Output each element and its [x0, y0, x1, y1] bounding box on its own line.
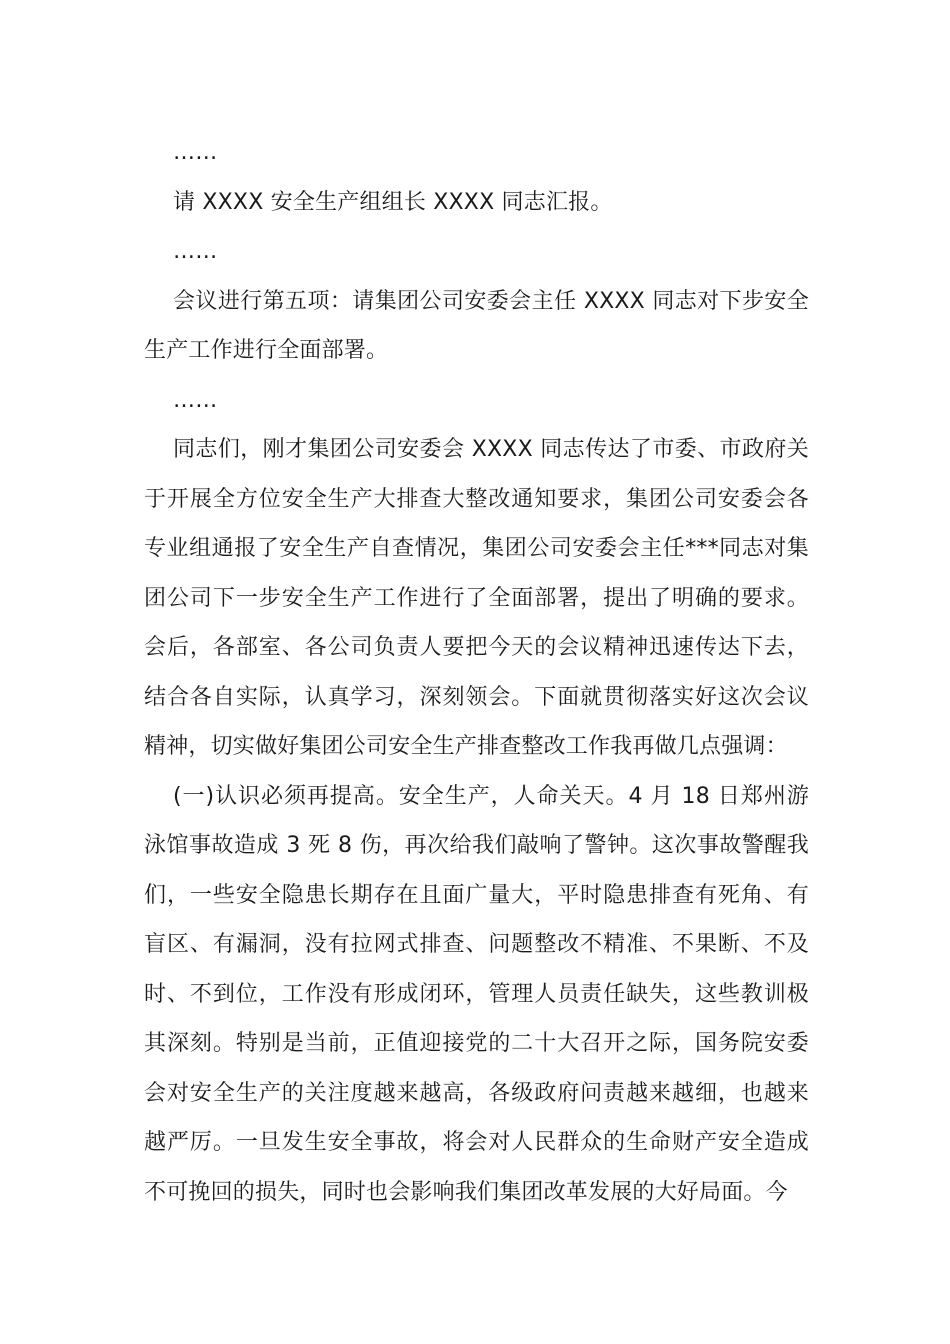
report-request-paragraph: 请 XXXX 安全生产组组长 XXXX 同志汇报。 — [173, 189, 613, 215]
document-body — [144, 128, 809, 1217]
ellipsis-paragraph-3: …… — [173, 387, 218, 413]
summary-paragraph: 同志们，刚才集团公司安委会 XXXX 同志传达了市委、市政府关于开展全方位安全生产大排查大整改通知要求，集团公司安委会各专业组通报了安全生产自查情况，集团公司安委会主任***同志对集团公司下一步安全生产工作进行了全面部署，提出了明确的要求。会后，各部室、各公司负责人要把今天的会议精神迅速传达下去，结合各自实际，认真学习，深刻领会。下面就贯彻落实好这次会议精神，切实做好集团公司安全生产排查整改工作我再做几点强调： — [144, 437, 809, 759]
ellipsis-paragraph-1: …… — [173, 140, 218, 165]
agenda-item-five-paragraph: 会议进行第五项：请集团公司安委会主任 XXXX 同志对下步安全生产工作进行全面部署。 — [144, 288, 809, 363]
ellipsis-paragraph-2: …… — [173, 239, 218, 264]
point-one-paragraph: (一)认识必须再提高。安全生产，人命关天。4 月 18 日郑州游泳馆事故造成 3 死 8 伤，再次给我们敲响了警钟。这次事故警醒我们，一些安全隐患长期存在且面广量大，平时隐患排查有死角、有盲区、有漏洞，没有拉网式排查、问题整改不精准、不果断、不及时、不到位，工作没有形成闭环，管理人员责任缺失，这些教训极其深刻。特别是当前，正值迎接党的二十大召开之际，国务院安委会对安全生产的关注度越来越高，各级政府问责越来越细，也越来越严厉。一旦发生安全事故，将会对人民群众的生命财产安全造成不可挽回的损失，同时也会影响我们集团改革发展的大好局面。今 — [144, 783, 809, 1205]
